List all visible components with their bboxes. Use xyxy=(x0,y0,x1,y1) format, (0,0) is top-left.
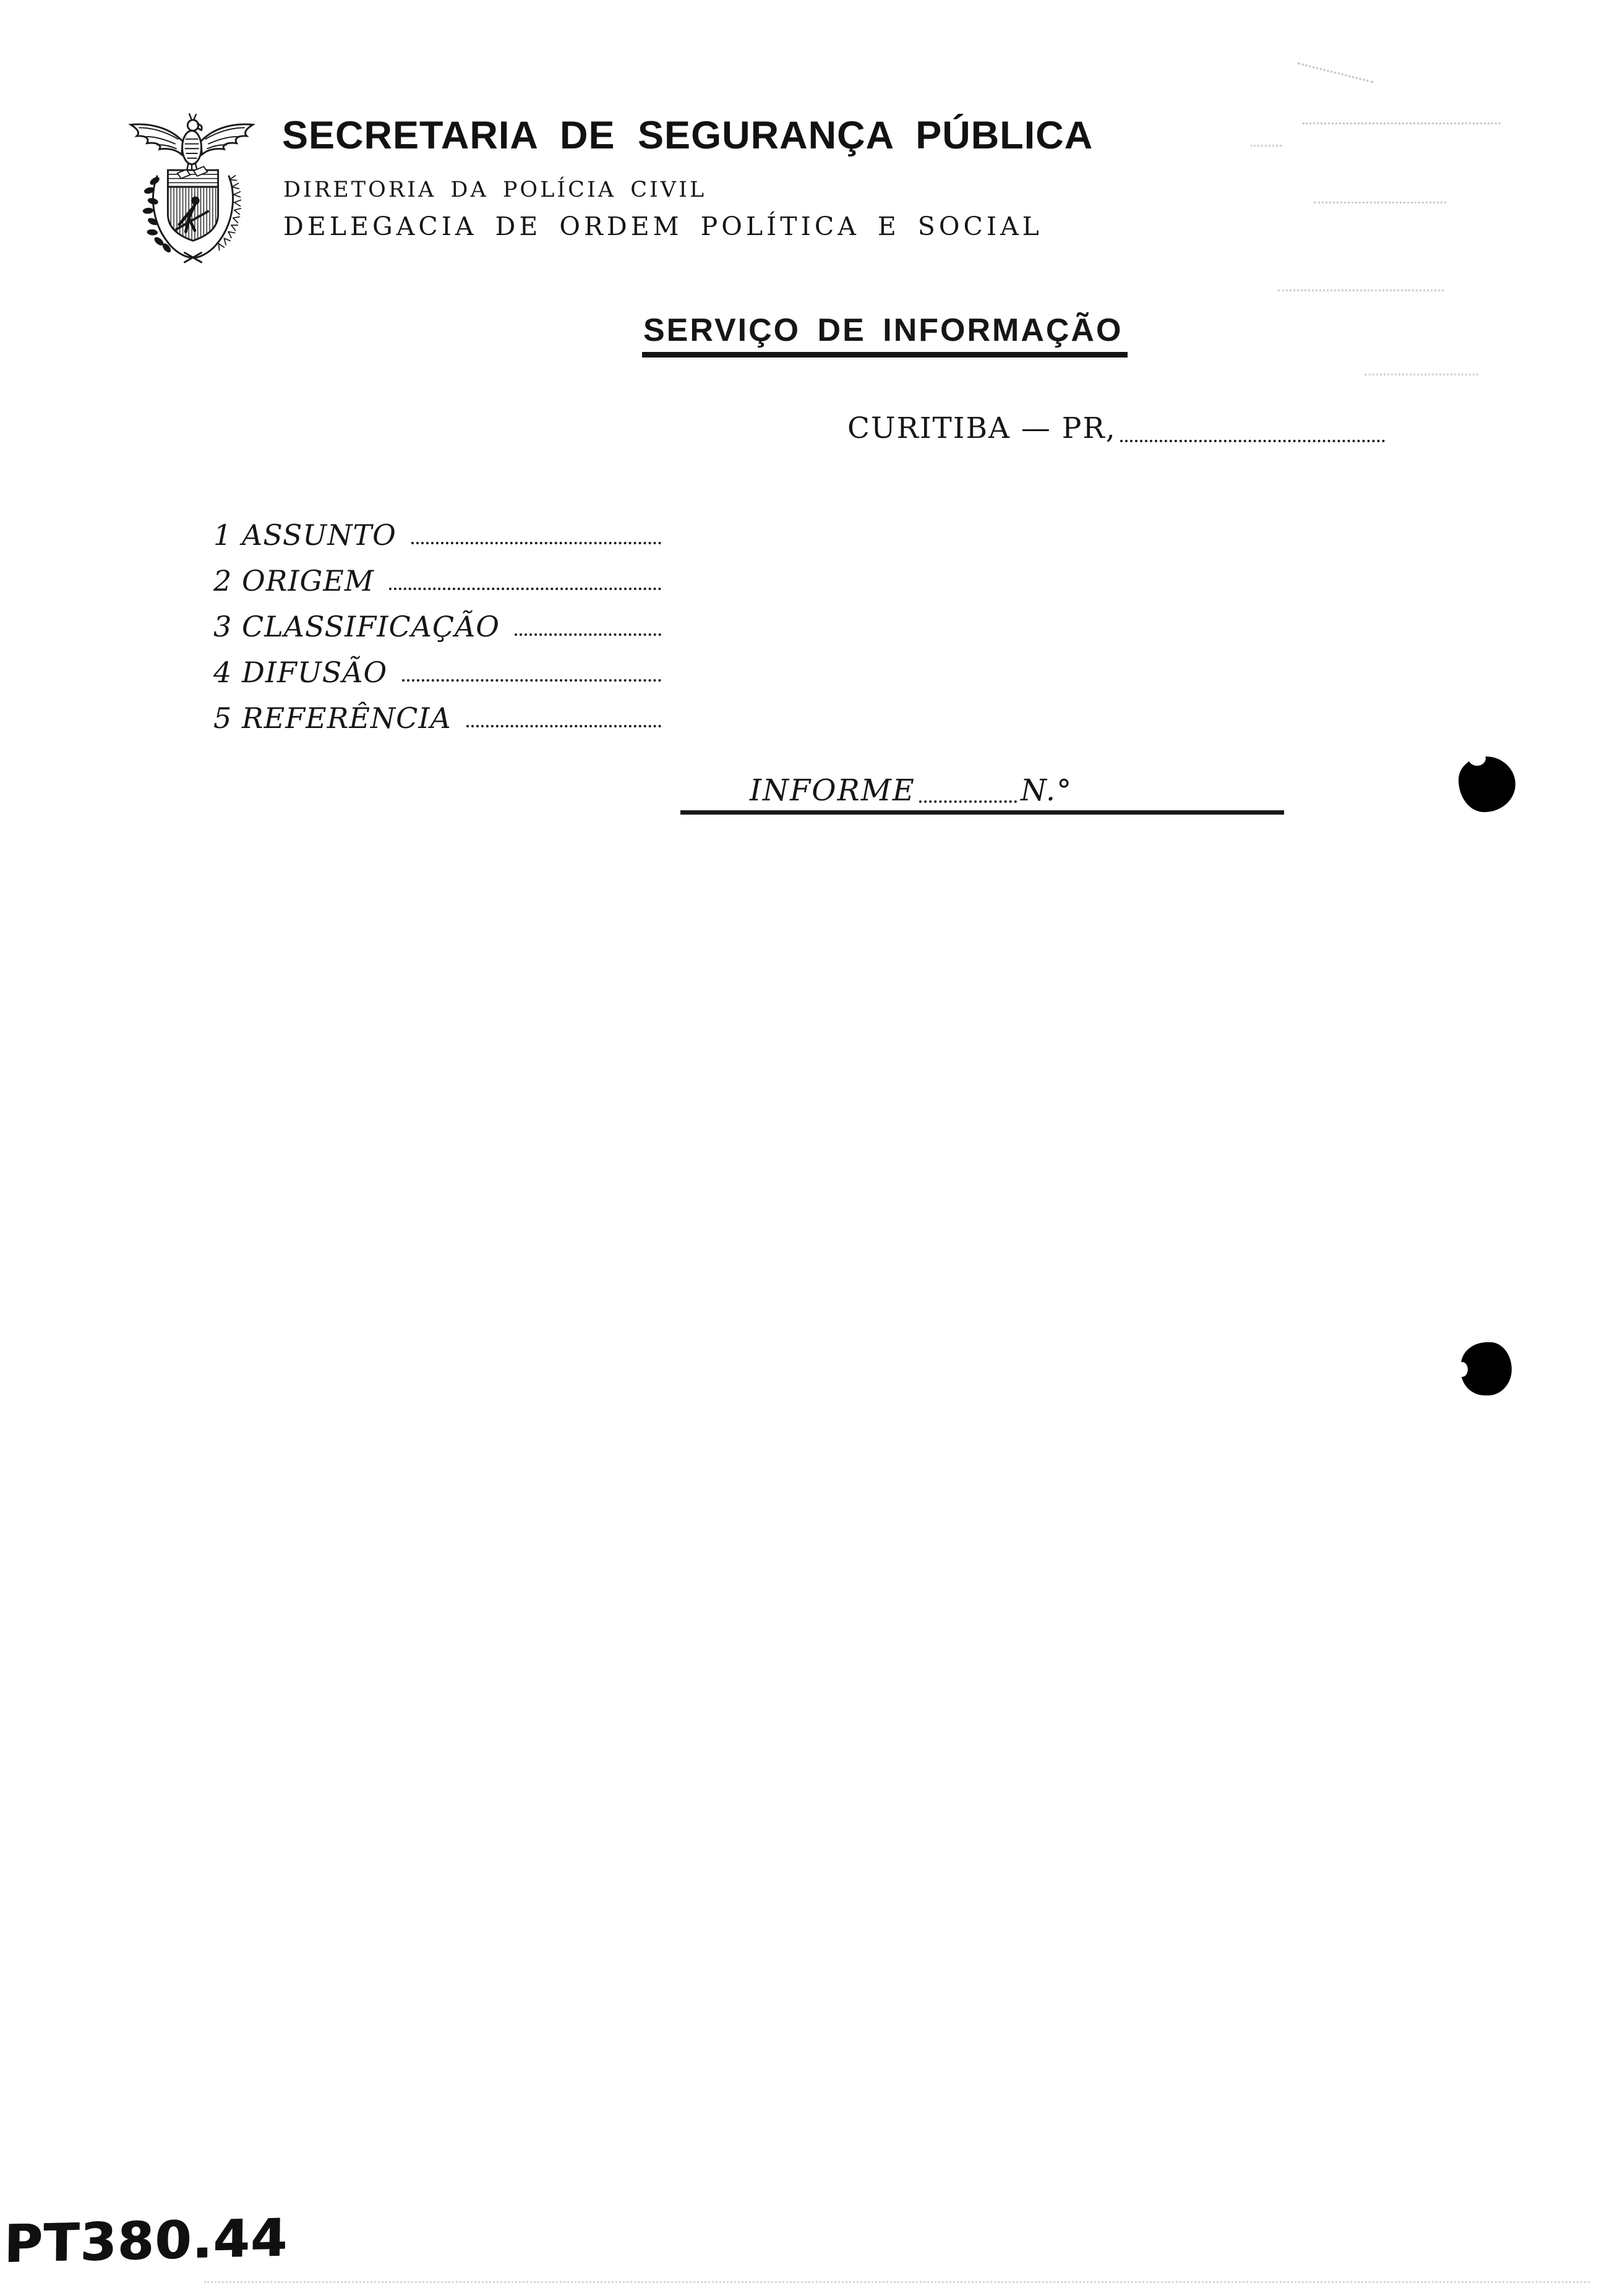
dateline xyxy=(847,412,1385,445)
form-fields xyxy=(213,503,661,735)
field-fill-line xyxy=(466,725,661,727)
field-number: 3 xyxy=(213,610,233,643)
field-label: ASSUNTO xyxy=(242,518,396,552)
field-number: 2 xyxy=(213,564,233,598)
scan-artifact xyxy=(1303,122,1501,124)
scan-artifact xyxy=(1278,289,1444,291)
informe-number-label: N.° xyxy=(1020,773,1073,808)
field-label: CLASSIFICAÇÃO xyxy=(242,610,500,643)
scan-artifact xyxy=(1364,374,1478,375)
scan-artifact xyxy=(1251,145,1282,147)
field-fill-line xyxy=(389,588,661,590)
department-subtitle: DIRETORIA DA POLÍCIA CIVIL xyxy=(283,178,707,202)
dateline-fill-line xyxy=(1120,440,1385,442)
scan-artifact xyxy=(1298,62,1374,83)
field-row-difusao xyxy=(213,641,661,687)
field-row-assunto xyxy=(213,503,661,552)
field-fill-line xyxy=(402,679,661,682)
field-row-origem xyxy=(213,549,661,598)
field-fill-line xyxy=(515,633,661,636)
informe-rule xyxy=(680,810,1284,815)
field-label: DIFUSÃO xyxy=(242,656,388,689)
field-label: ORIGEM xyxy=(242,564,374,598)
section-title: SERVIÇO DE INFORMAÇÃO xyxy=(642,314,1128,358)
informe-fill-line xyxy=(919,800,1017,803)
handwritten-archive-code: PT380.44 xyxy=(3,2207,289,2275)
field-number: 1 xyxy=(213,518,233,552)
ink-blot-icon xyxy=(1459,756,1515,812)
field-label: REFERÊNCIA xyxy=(242,701,452,735)
dateline-label: CURITIBA — PR, xyxy=(847,411,1116,445)
scan-artifact xyxy=(1314,202,1446,203)
coat-of-arms-icon xyxy=(121,111,265,267)
division-subtitle: DELEGACIA DE ORDEM POLÍTICA E SOCIAL xyxy=(283,212,1043,241)
field-number: 5 xyxy=(213,701,233,735)
scan-artifact xyxy=(204,2281,1590,2283)
field-row-referencia xyxy=(213,687,661,735)
ink-blot-icon xyxy=(1461,1342,1512,1395)
field-number: 4 xyxy=(213,656,233,689)
field-row-classificacao xyxy=(213,595,661,641)
field-fill-line xyxy=(411,542,661,544)
agency-title: SECRETARIA DE SEGURANÇA PÚBLICA xyxy=(282,114,1094,157)
informe-heading xyxy=(750,773,1073,808)
informe-label: INFORME xyxy=(750,773,915,808)
